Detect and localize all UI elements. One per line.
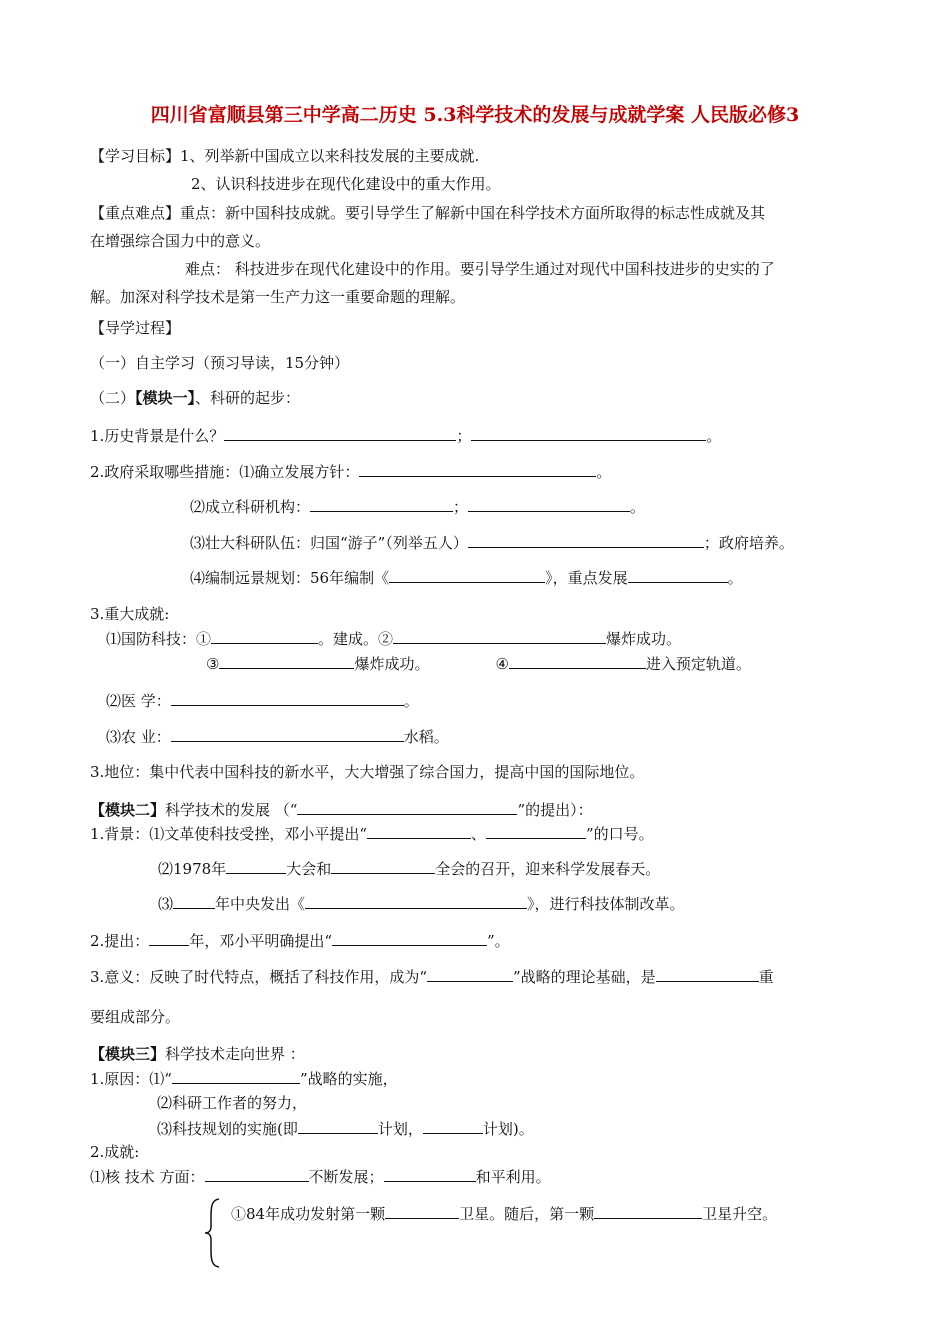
end: 。 (727, 569, 743, 587)
m1-q3-2 (106, 690, 419, 711)
sep: ； (456, 427, 472, 445)
curly-brace-icon (203, 1198, 221, 1268)
m3-q2-1-end: 和平利用。 (475, 1168, 551, 1186)
m3-q1-3-end: 计划)。 (482, 1120, 534, 1138)
m3-q1-3-text: ⑶科技规划的实施(即 (157, 1120, 298, 1138)
m3-q2-2-text: ①84年成功发射第一颗 (231, 1205, 386, 1223)
m2-q3-text: 3.意义：反映了时代特点，概括了科技作用，成为“ (90, 968, 427, 986)
m1-q2-3-text: ⑶壮大科研队伍：归国“游子”（列举五人） (190, 534, 468, 552)
blank[interactable] (486, 823, 586, 839)
keypoints-label: 【重点难点】 (90, 204, 181, 222)
blank[interactable] (385, 1203, 459, 1219)
m1-q3-1b (206, 653, 751, 674)
blank[interactable] (468, 532, 704, 548)
m1-q2-text: 2.政府采取哪些措施：⑴确立发展方针： (90, 463, 360, 481)
blank[interactable] (393, 628, 606, 644)
blank[interactable] (471, 425, 706, 441)
end: ”的口号。 (586, 825, 654, 843)
key-text-2: 在增强综合国力中的意义。 (90, 232, 271, 250)
blank[interactable] (219, 653, 354, 669)
m1-q3-1f: ④ (495, 655, 509, 673)
m3-q1-end: ”战略的实施， (299, 1070, 398, 1088)
module3-heading (90, 1044, 305, 1064)
m1-q2 (90, 461, 611, 482)
blank[interactable] (171, 690, 404, 706)
sep: 、 (470, 825, 486, 843)
blank[interactable] (384, 1166, 476, 1182)
hard-text-1: 难点： 科技进步在现代化建设中的作用。要引导学生通过对现代中国科技进步的史实的了 (185, 260, 775, 278)
m1-q3-head: 3.重大成就: (90, 605, 170, 623)
blank[interactable] (149, 930, 189, 946)
module2-title: 科学技术的发展 （“ (165, 801, 298, 819)
m1-q3-1e: 爆炸成功。 (354, 655, 430, 673)
goals-line1 (90, 146, 479, 166)
m2-q2-end: ”。 (486, 932, 510, 950)
m1-q3-1-end: 爆炸成功。 (606, 630, 682, 648)
m1-q3-1-mid: 。建成。② (318, 630, 394, 648)
m2-q1-2-end: 全会的召开，迎来科学发展春天。 (435, 860, 661, 878)
blank[interactable] (367, 823, 471, 839)
m2-q1-3-text: ⑶ (158, 895, 174, 913)
m1-q2-4 (190, 567, 743, 588)
m2-q1 (90, 823, 654, 844)
m1-q3-1d: ③ (206, 655, 220, 673)
blank[interactable] (423, 1118, 483, 1134)
m2-q3 (90, 966, 774, 987)
m2-q1-2 (158, 858, 660, 879)
module1-prefix: （二） (90, 389, 136, 407)
module2-heading (90, 799, 593, 820)
m3-q1-3-mid: 计划， (377, 1120, 423, 1138)
m2-q3-mid: ”战略的理论基础，是 (512, 968, 656, 986)
m3-q1-3 (157, 1118, 534, 1139)
goals-label: 【学习目标】 (90, 147, 181, 165)
m1-q2-4-text: ⑷编制远景规划：56年编制《 (190, 569, 390, 587)
m3-q2-1-text: ⑴核 技术 方面： (90, 1168, 205, 1186)
m2-q3-end: 重 (758, 968, 774, 986)
m1-q2-2 (190, 496, 645, 517)
m1-q4: 3.地位：集中代表中国科技的新水平，大大增强了综合国力，提高中国的国际地位。 (90, 763, 645, 781)
m2-q2 (90, 930, 510, 951)
self-study-line: （一）自主学习（预习导读，15分钟） (90, 354, 350, 372)
goal-item-1: 1、列举新中国成立以来科技发展的主要成就. (180, 147, 480, 165)
blank[interactable] (205, 1166, 309, 1182)
sep: ； (453, 498, 469, 516)
page-title: 四川省富顺县第三中学高二历史 5.3科学技术的发展与成就学案 人民版必修3 (150, 104, 800, 126)
module3-tag: 【模块三】 (90, 1045, 166, 1063)
m3-q2-1 (90, 1166, 551, 1187)
m1-q1 (90, 425, 721, 446)
process-label: 【导学过程】 (90, 319, 181, 337)
end: 。 (706, 427, 722, 445)
m1-q3-1g: 进入预定轨道。 (645, 655, 751, 673)
goal-item-2: 2、认识科技进步在现代化建设中的重大作用。 (191, 175, 501, 193)
blank[interactable] (298, 1118, 378, 1134)
blank[interactable] (172, 1068, 300, 1084)
m2-q1-3 (158, 893, 685, 914)
m2-q1-3-mid: 年中央发出《 (215, 895, 306, 913)
key-text-1: 重点：新中国科技成就。要引导学生了解新中国在科学技术方面所取得的标志性成就及其 (180, 204, 766, 222)
end: 水稻。 (403, 728, 449, 746)
blank[interactable] (310, 496, 453, 512)
m1-q2-4-mid: 》，重点发展 (545, 569, 628, 587)
blank[interactable] (628, 567, 728, 583)
m1-q2-3 (190, 532, 794, 553)
module2-title-end: ”的提出）： (517, 801, 593, 819)
module1-tag: 【模块一】 (135, 389, 196, 407)
blank[interactable] (389, 567, 545, 583)
m2-q3-line2: 要组成部分。 (90, 1008, 181, 1026)
blank[interactable] (332, 930, 487, 946)
blank[interactable] (427, 966, 513, 982)
m1-q3-2-text: ⑵医 学： (106, 692, 171, 710)
m3-q1-2: ⑵科研工作者的努力， (157, 1094, 308, 1112)
end: 。 (630, 498, 646, 516)
m1-q3-3-text: ⑶农 业： (106, 728, 171, 746)
module1-title: 、科研的起步： (195, 389, 301, 407)
blank[interactable] (171, 726, 404, 742)
m3-q2-2 (231, 1203, 777, 1224)
m3-q2-1-mid: 不断发展； (308, 1168, 384, 1186)
end: 。 (403, 692, 419, 710)
blank[interactable] (224, 425, 456, 441)
module2-tag: 【模块二】 (90, 801, 166, 819)
m1-q2-2-text: ⑵成立科研机构： (190, 498, 311, 516)
m3-q2-2-mid: 卫星。随后，第一颗 (459, 1205, 595, 1223)
m2-q1-3-end: 》，进行科技体制改革。 (527, 895, 685, 913)
blank[interactable] (331, 858, 435, 874)
blank[interactable] (226, 858, 286, 874)
blank[interactable] (594, 1203, 702, 1219)
m1-q3-1 (106, 628, 681, 649)
blank[interactable] (656, 966, 759, 982)
m1-q1-text: 1.历史背景是什么？ (90, 427, 225, 445)
end: ；政府培养。 (703, 534, 794, 552)
blank[interactable] (297, 799, 517, 815)
m3-q1 (90, 1068, 398, 1089)
m3-q1-text: 1.原因：⑴“ (90, 1070, 172, 1088)
blank[interactable] (305, 893, 527, 909)
blank[interactable] (468, 496, 630, 512)
end: 。 (596, 463, 612, 481)
module3-title: 科学技术走向世界 ： (165, 1045, 305, 1063)
m2-q2-text: 2.提出： (90, 932, 150, 950)
hard-text-2: 解。加深对科学技术是第一生产力这一重要命题的理解。 (90, 288, 466, 306)
blank[interactable] (359, 461, 596, 477)
m2-q1-text: 1.背景：⑴文革使科技受挫，邓小平提出“ (90, 825, 367, 843)
m3-q2-2-end: 卫星升空。 (702, 1205, 778, 1223)
m3-q2-head: 2.成就: (90, 1143, 140, 1161)
blank[interactable] (211, 628, 318, 644)
m2-q1-2-mid: 大会和 (286, 860, 332, 878)
m2-q1-2-text: ⑵1978年 (158, 860, 227, 878)
blank[interactable] (509, 653, 646, 669)
m1-q3-3 (106, 726, 449, 747)
module1-heading (90, 388, 300, 408)
blank[interactable] (173, 893, 215, 909)
m2-q2-mid: 年，邓小平明确提出“ (189, 932, 332, 950)
keypoints-line1 (90, 203, 765, 223)
m1-q3-1-text: ⑴国防科技：① (106, 630, 212, 648)
